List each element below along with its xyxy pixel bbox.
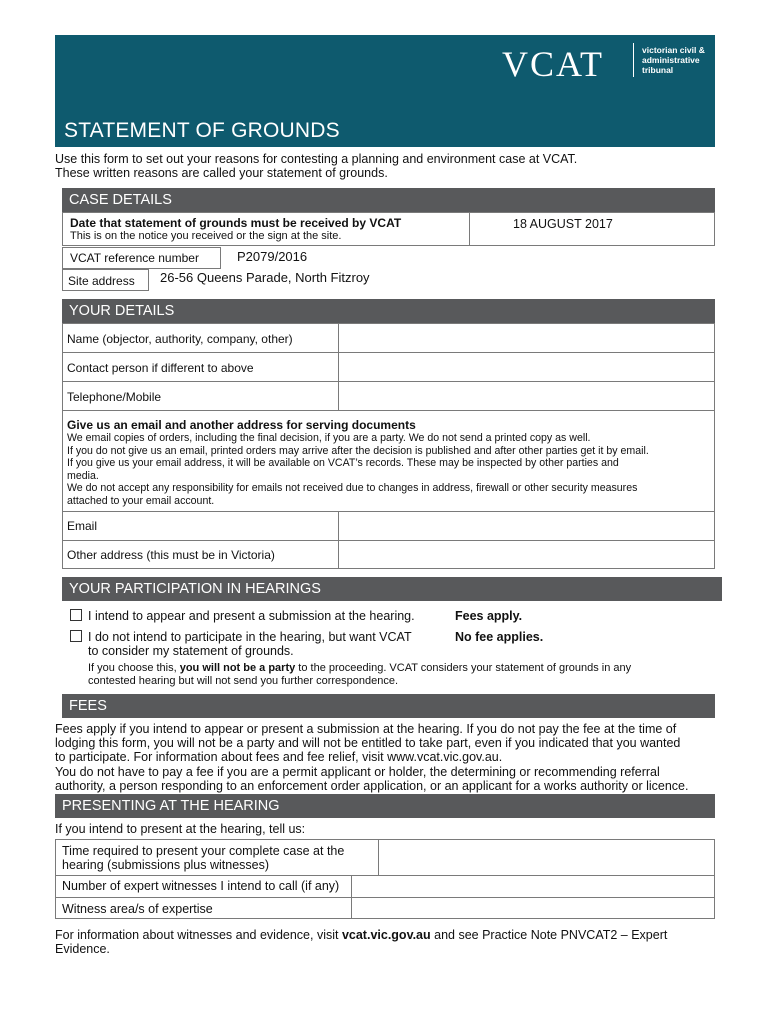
not-participate-option [88, 630, 412, 658]
experts-label: Number of expert witnesses I intend to call (if any) [62, 879, 340, 893]
experts-field[interactable] [352, 876, 714, 897]
email-notes [67, 432, 649, 507]
appear-checkbox[interactable] [70, 609, 82, 621]
vcat-logo: VCAT [502, 44, 605, 84]
logo-sub-line: administrative [642, 55, 700, 65]
other-address-label: Other address (this must be in Victoria) [67, 548, 275, 562]
footer-line: Evidence. [55, 942, 110, 957]
time-line: hearing (submissions plus witnesses) [62, 858, 270, 872]
logo-sub-line: tribunal [642, 65, 674, 75]
divider [469, 212, 470, 246]
fees-line: to participate. For information about fees and fee relief, visit www.vcat.vic.gov.au. [55, 750, 503, 765]
fees-line: You do not have to pay a fee if you are a permit applicant or holder, the determining or recommending referral [55, 764, 660, 779]
option-line: I do not intend to participate in the hearing, but want VCAT [88, 630, 412, 644]
appear-option: I intend to appear and present a submission at the hearing. [88, 609, 415, 623]
presenting-intro: If you intend to present at the hearing, tell us: [55, 822, 306, 836]
header-banner [55, 35, 715, 147]
your-details-heading: YOUR DETAILS [62, 299, 715, 323]
logo-sub-line: victorian civil & [642, 45, 705, 55]
area-label: Witness area/s of expertise [62, 902, 213, 916]
fees-text [55, 722, 688, 793]
note-line: attached to your email account. [67, 494, 215, 507]
note-line: contested hearing but will not send you further correspondence. [88, 674, 399, 687]
logo-subtitle [642, 45, 705, 75]
fees-line: authority, a person responding to an enforcement order application, or an applicant for a works authority or licence. [55, 778, 689, 793]
participation-heading: YOUR PARTICIPATION IN HEARINGS [62, 577, 722, 601]
ref-value[interactable]: P2079/2016 [237, 249, 308, 264]
site-label: Site address [68, 274, 135, 288]
note-text: If you choose this, [88, 662, 180, 674]
note-line: We do not accept any responsibility for emails not received due to changes in address, firewall or other security measures [67, 482, 638, 494]
email-heading: Give us an email and another address for serving documents [67, 418, 416, 432]
fees-apply: Fees apply. [455, 609, 523, 623]
fees-line: Fees apply if you intend to appear or present a submission at the hearing. If you do not pay the fee at the time of [55, 722, 677, 736]
time-line: Time required to present your complete case at the [62, 844, 345, 858]
case-details-heading: CASE DETAILS [62, 188, 715, 212]
email-field[interactable] [339, 512, 714, 540]
contact-field[interactable] [339, 353, 714, 381]
note-line: If you do not give us an email, printed orders may arrive after the decision is published and after other parties get it by email. [67, 444, 649, 457]
intro-line: These written reasons are called your statement of grounds. [55, 166, 388, 180]
not-participate-checkbox[interactable] [70, 630, 82, 642]
note-text: to the proceeding. VCAT considers your statement of grounds in any [295, 662, 632, 674]
form-title: STATEMENT OF GROUNDS [64, 119, 340, 142]
footer-note [55, 928, 667, 956]
footer-text: For information about witnesses and evidence, visit [55, 928, 342, 942]
vcat-link[interactable]: vcat.vic.gov.au [341, 928, 431, 942]
divider [62, 410, 715, 411]
participation-note [88, 662, 631, 687]
site-value[interactable]: 26-56 Queens Parade, North Fitzroy [160, 270, 370, 285]
intro-line: Use this form to set out your reasons for contesting a planning and environment case at VCAT. [55, 152, 578, 166]
date-note: This is on the notice you received or the sign at the site. [70, 230, 342, 242]
phone-field[interactable] [339, 382, 714, 410]
area-field[interactable] [352, 898, 714, 918]
name-label: Name (objector, authority, company, other) [67, 332, 293, 346]
contact-label: Contact person if different to above [67, 361, 254, 375]
date-label: Date that statement of grounds must be received by VCAT [70, 216, 402, 230]
note-line: media. [67, 469, 99, 482]
ref-label: VCAT reference number [70, 251, 199, 265]
no-fee: No fee applies. [455, 630, 544, 644]
other-address-field[interactable] [339, 541, 714, 569]
date-value[interactable]: 18 AUGUST 2017 [513, 217, 613, 231]
presenting-heading: PRESENTING AT THE HEARING [55, 794, 715, 818]
phone-label: Telephone/Mobile [67, 390, 162, 404]
time-label [62, 844, 344, 872]
time-field[interactable] [379, 840, 714, 875]
fees-line: lodging this form, you will not be a party and will not be entitled to take part, even if you indicated that you wanted [55, 736, 681, 751]
email-label: Email [67, 519, 98, 533]
fees-heading: FEES [62, 694, 715, 718]
note-bold: you will not be a party [179, 662, 296, 674]
intro-text [55, 152, 577, 180]
note-line: If you give us your email address, it will be available on VCAT’s records. These may be inspected by other parties and [67, 457, 619, 469]
name-field[interactable] [339, 324, 714, 352]
logo-divider [633, 43, 634, 77]
footer-text: and see Practice Note PNVCAT2 – Expert [430, 928, 668, 942]
note-line: We email copies of orders, including the final decision, if you are a party. We do not send a printed copy as well. [67, 432, 591, 444]
option-line: to consider my statement of grounds. [88, 644, 294, 658]
